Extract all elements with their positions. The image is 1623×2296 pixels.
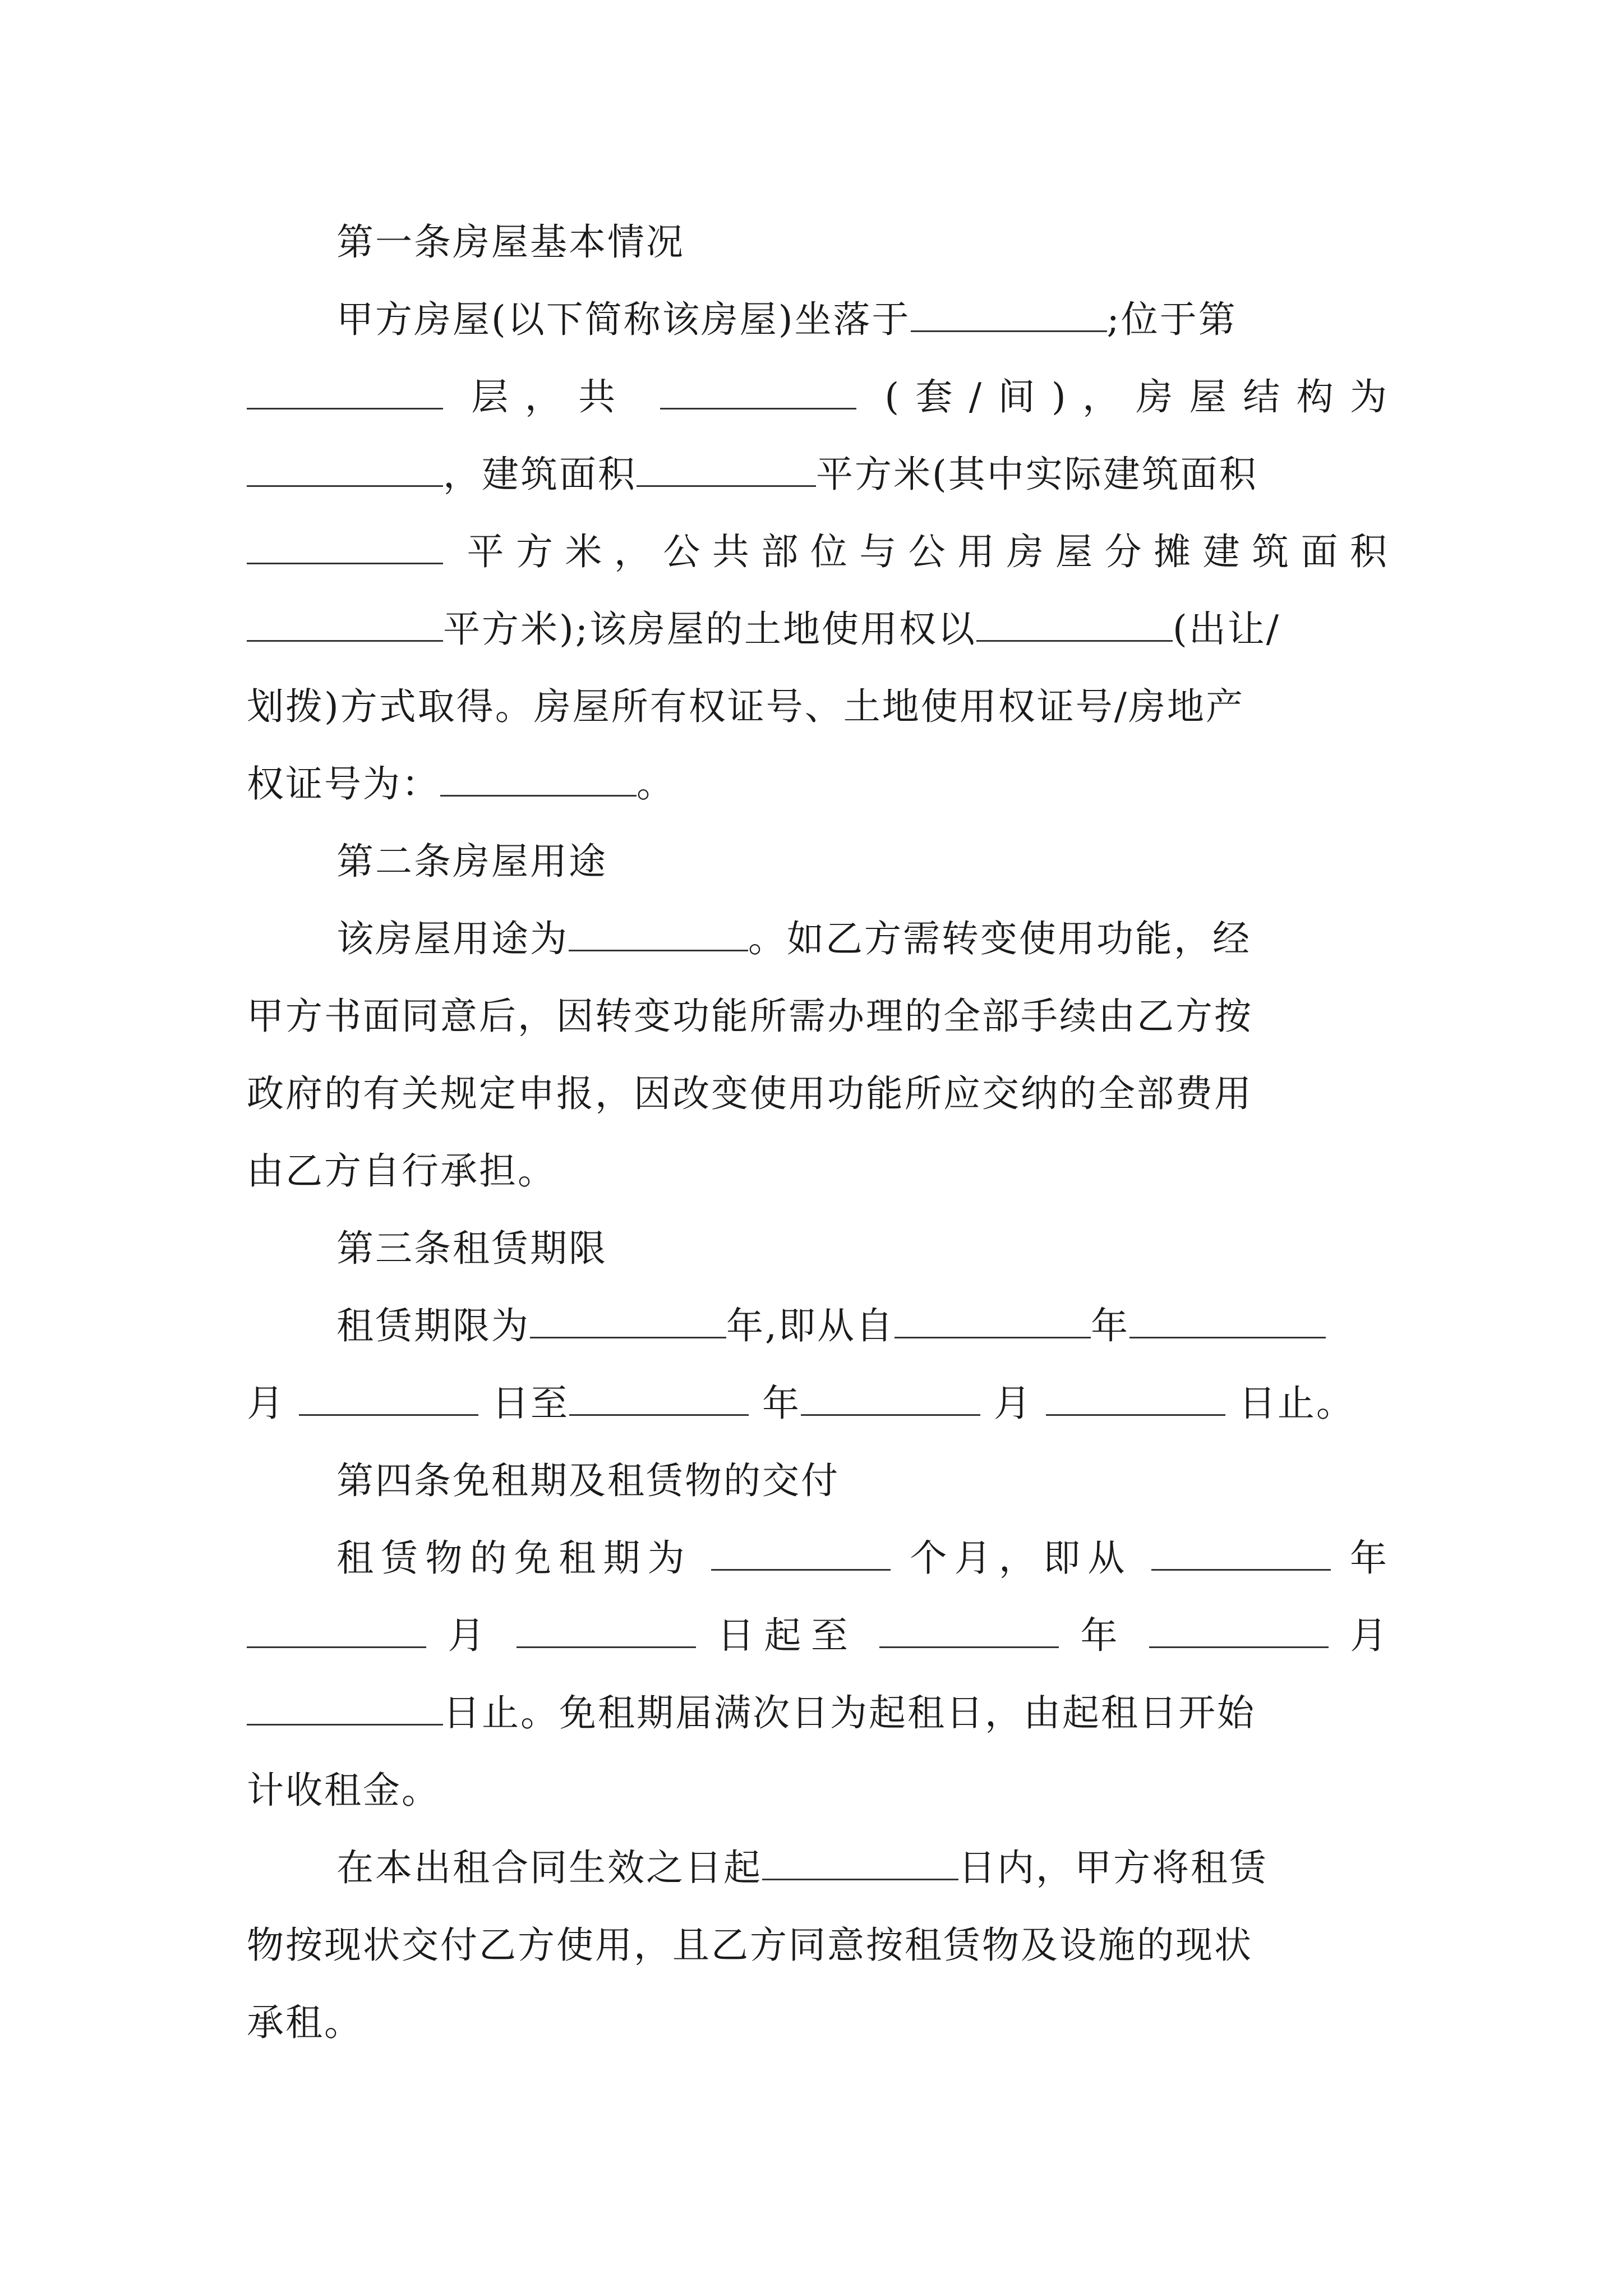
fill-blank[interactable] <box>637 454 816 487</box>
paragraph-line <box>247 375 1389 420</box>
paragraph-line <box>247 1691 1256 1736</box>
text-segment: 年,即从自 <box>726 1304 895 1347</box>
fill-blank[interactable] <box>711 1538 891 1571</box>
paragraph-line: 划拨)方式取得。房屋所有权证号、土地使用权证号/房地产 <box>247 685 1244 728</box>
text-segment: 日止。 <box>1238 1382 1355 1425</box>
text-segment: 年 <box>1080 1614 1128 1657</box>
text-segment: 日止。免租期届满次日为起租日，由起租日开始 <box>443 1691 1256 1734</box>
paragraph-line <box>336 1536 1389 1581</box>
text-segment: 层，共 <box>471 375 632 418</box>
section-heading-2: 第二条房屋用途 <box>336 840 607 883</box>
text-segment: 在本出租合同生效之日起 <box>336 1846 762 1889</box>
text-segment: 平方米(其中实际建筑面积 <box>816 453 1258 496</box>
text-segment: 日至 <box>491 1382 569 1425</box>
paragraph-line <box>247 452 1258 497</box>
text-segment: ;位于第 <box>1106 298 1237 341</box>
paragraph-line: 政府的有关规定申报，因改变使用功能所应交纳的全部费用 <box>247 1072 1253 1115</box>
paragraph-line: 计收租金。 <box>247 1769 440 1812</box>
text-segment: 日起至 <box>717 1614 858 1657</box>
fill-blank[interactable] <box>569 918 748 951</box>
fill-blank[interactable] <box>1151 1538 1331 1571</box>
text-segment: (出让/ <box>1173 608 1280 651</box>
fill-blank[interactable] <box>569 1383 749 1416</box>
text-segment: 年 <box>762 1382 801 1425</box>
text-segment: 平方米，公共部位与公用房屋分摊建筑面积 <box>467 530 1389 573</box>
text-segment: 个月，即从 <box>910 1536 1132 1580</box>
fill-blank[interactable] <box>660 376 856 409</box>
text-segment: (套/间)，房屋结构为 <box>884 375 1389 418</box>
fill-blank[interactable] <box>1046 1383 1225 1416</box>
fill-blank[interactable] <box>879 1615 1059 1648</box>
text-segment: 甲方房屋(以下简称该房屋)坐落于 <box>336 298 911 341</box>
text-segment: 月 <box>993 1382 1032 1425</box>
fill-blank[interactable] <box>517 1615 696 1648</box>
text-segment: 租赁期限为 <box>336 1304 530 1347</box>
paragraph-line <box>247 762 675 807</box>
fill-blank[interactable] <box>247 1615 426 1648</box>
text-segment: 年 <box>1090 1304 1129 1347</box>
text-segment: 年 <box>1350 1536 1389 1580</box>
paragraph-line <box>247 607 1280 652</box>
fill-blank[interactable] <box>530 1305 726 1338</box>
text-segment: ，建筑面积 <box>443 453 637 496</box>
fill-blank[interactable] <box>440 763 637 797</box>
paragraph-line <box>336 297 1237 342</box>
text-segment: 月 <box>247 1382 285 1425</box>
fill-blank[interactable] <box>247 454 443 487</box>
fill-blank[interactable] <box>1129 1305 1326 1338</box>
section-heading-1: 第一条房屋基本情况 <box>336 220 685 264</box>
paragraph-line: 由乙方自行承担。 <box>247 1149 556 1193</box>
paragraph-line: 物按现状交付乙方使用，且乙方同意按租赁物及设施的现状 <box>247 1924 1253 1967</box>
text-segment: 该房屋用途为 <box>336 917 569 960</box>
fill-blank[interactable] <box>247 609 443 642</box>
paragraph-line <box>336 1846 1268 1890</box>
paragraph-line: 甲方书面同意后，因转变功能所需办理的全部手续由乙方按 <box>247 995 1253 1038</box>
text-segment: 月 <box>448 1614 495 1657</box>
fill-blank[interactable] <box>801 1383 980 1416</box>
text-segment: 日内，甲方将租赁 <box>958 1846 1268 1889</box>
text-segment: 权证号为： <box>247 762 440 806</box>
paragraph-line <box>247 1381 1355 1426</box>
fill-blank[interactable] <box>247 1692 443 1726</box>
paragraph-line <box>336 1304 1326 1349</box>
fill-blank[interactable] <box>762 1847 958 1880</box>
section-heading-3: 第三条租赁期限 <box>336 1227 607 1270</box>
text-segment: 租赁物的免租期为 <box>336 1536 692 1580</box>
fill-blank[interactable] <box>895 1305 1091 1338</box>
section-heading-4: 第四条免租期及租赁物的交付 <box>336 1459 840 1502</box>
text-segment: 。 <box>637 762 675 806</box>
fill-blank[interactable] <box>911 299 1107 332</box>
fill-blank[interactable] <box>247 376 443 409</box>
fill-blank[interactable] <box>1149 1615 1329 1648</box>
paragraph-line <box>247 1613 1389 1658</box>
text-segment: 。如乙方需转变使用功能，经 <box>748 917 1251 960</box>
paragraph-line: 承租。 <box>247 2001 363 2044</box>
fill-blank[interactable] <box>299 1383 478 1416</box>
paragraph-line <box>336 917 1251 961</box>
text-segment: 月 <box>1350 1614 1389 1657</box>
fill-blank[interactable] <box>247 531 443 564</box>
text-segment: 平方米);该房屋的土地使用权以 <box>443 608 976 651</box>
fill-blank[interactable] <box>976 609 1173 642</box>
paragraph-line <box>247 530 1389 574</box>
